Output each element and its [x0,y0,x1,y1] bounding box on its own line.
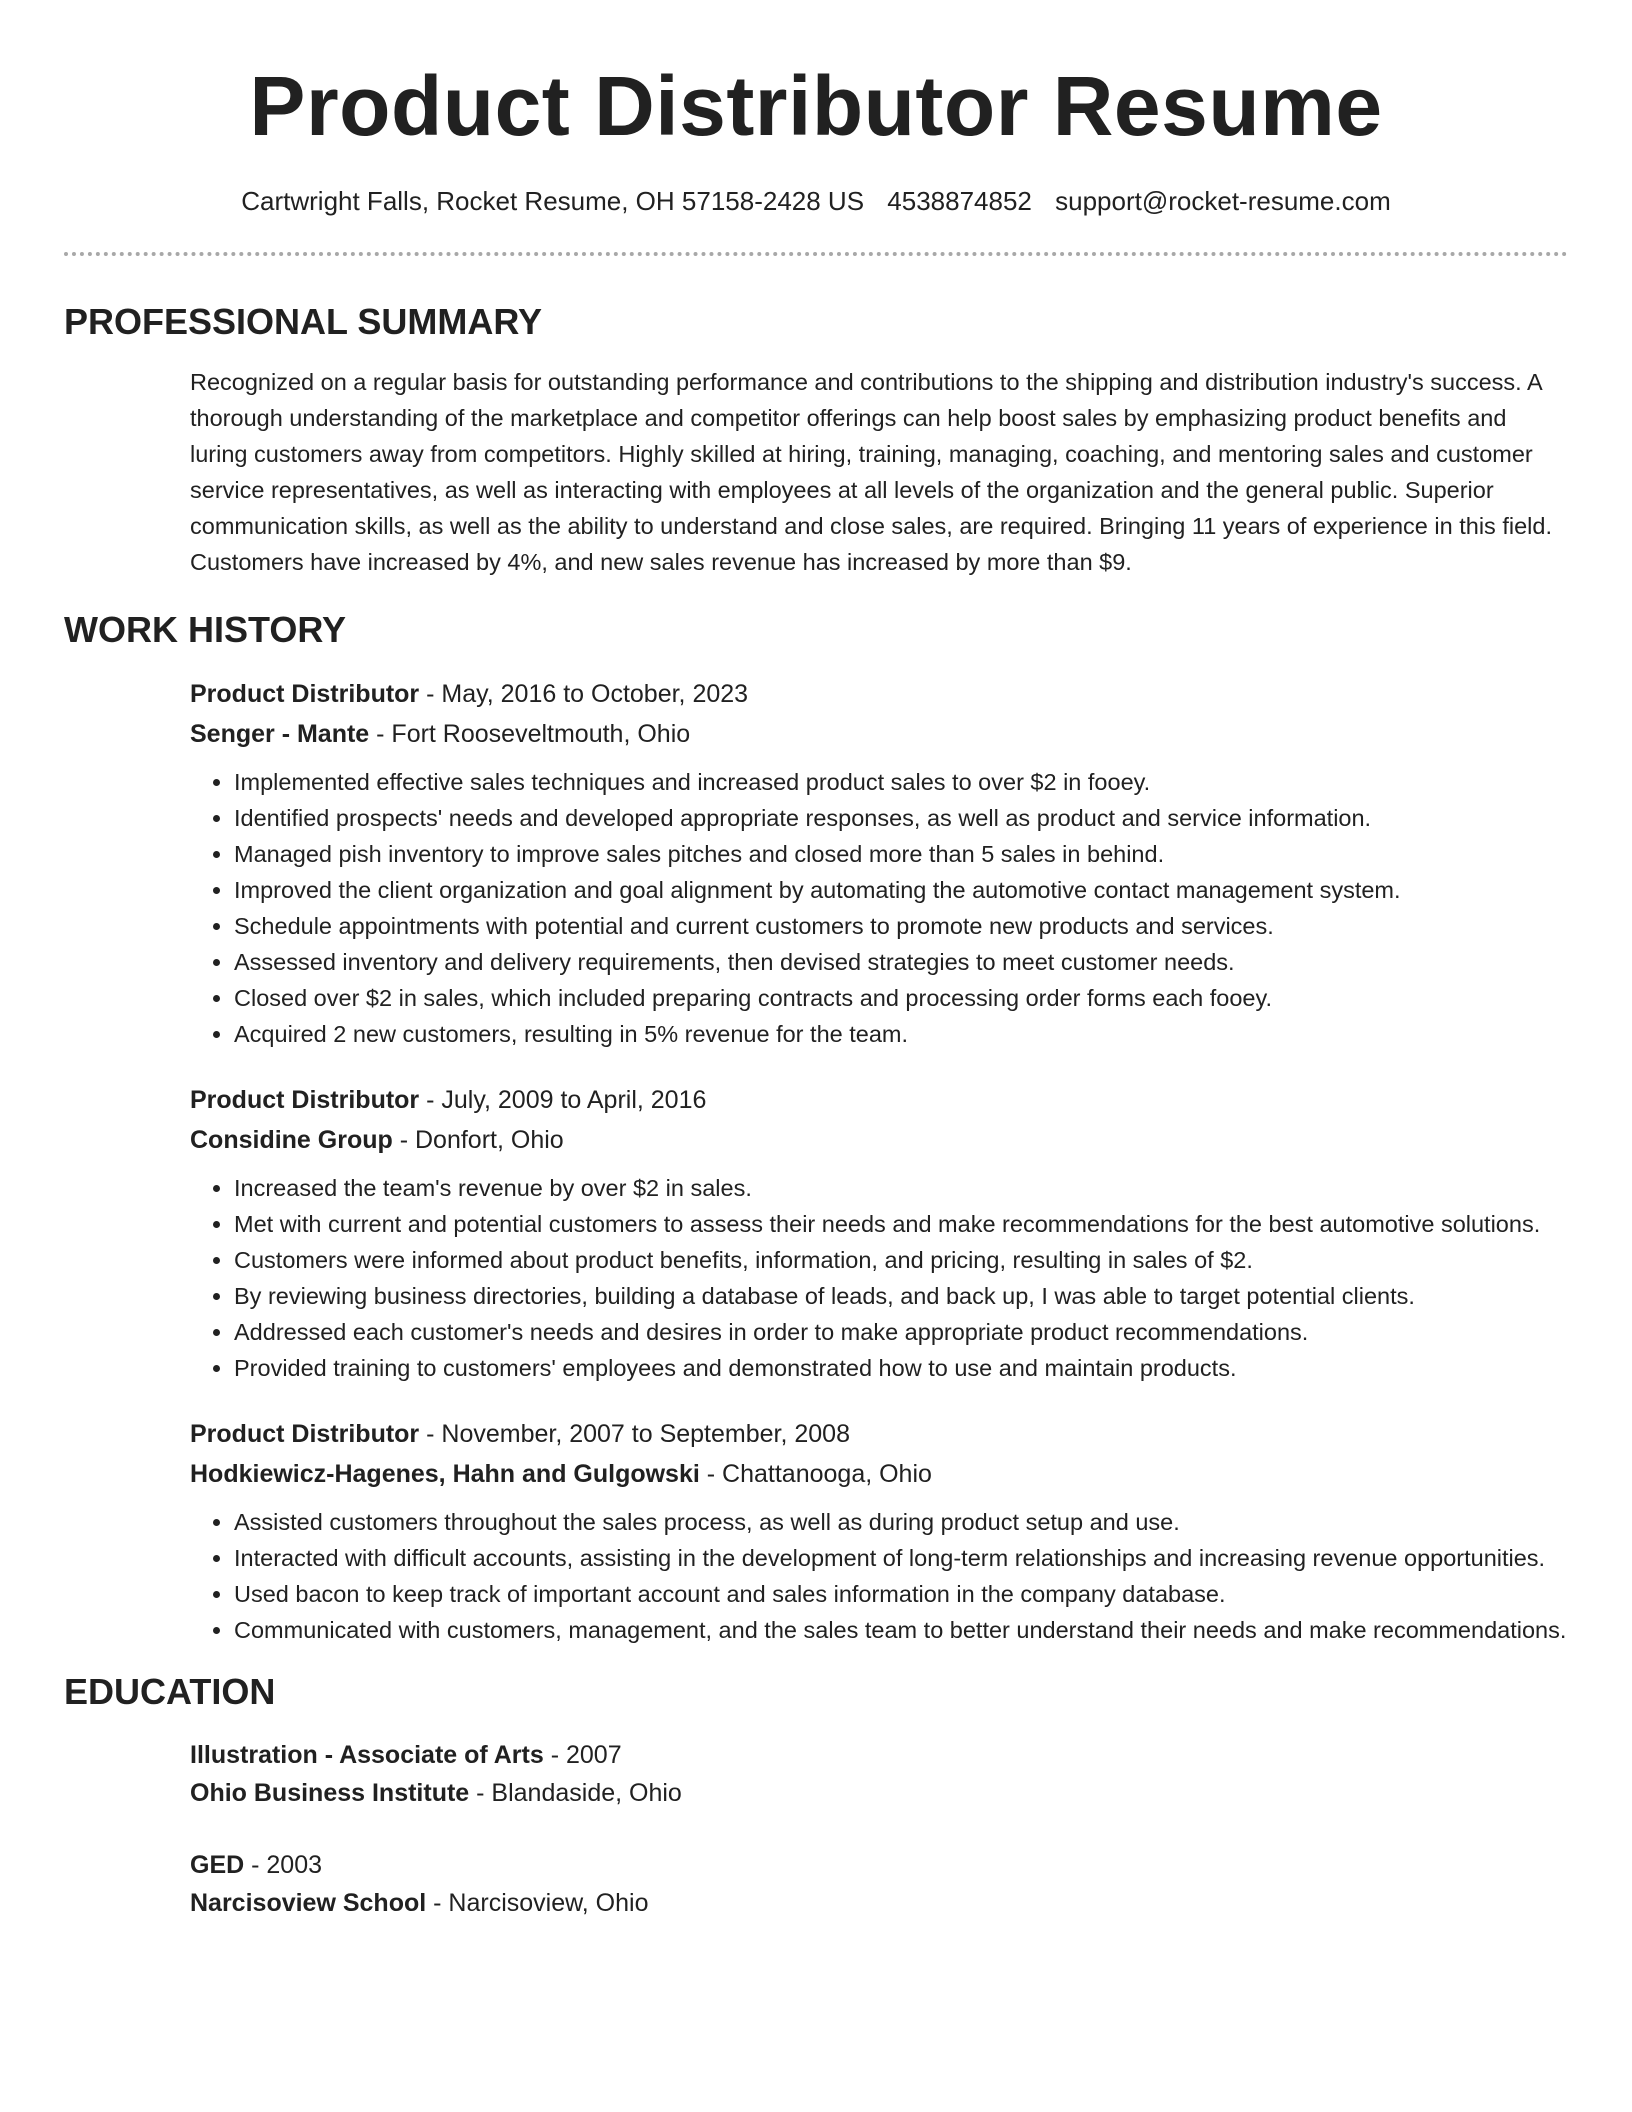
edu-school-line [190,1884,1568,1922]
job-location: - Chattanooga, Ohio [699,1460,932,1488]
job-title-line [190,674,1568,714]
job-dates: - May, 2016 to October, 2023 [419,680,749,708]
list-item: • By reviewing business directories, building a database of leads, and back up, I was able to target potential clients. [234,1278,1568,1314]
job-location: - Fort Rooseveltmouth, Ohio [369,720,691,748]
list-item: • Acquired 2 new customers, resulting in 5% revenue for the team. [234,1016,1568,1052]
edu-year: - 2007 [543,1741,622,1769]
contact-line [64,184,1568,218]
job-title-line [190,1080,1568,1120]
list-item: • Used bacon to keep track of important account and sales information in the company database. [234,1576,1568,1612]
job-title: Product Distributor [190,1086,420,1114]
list-item: • Implemented effective sales techniques and increased product sales to over $2 in fooey. [234,764,1568,800]
job-title-line [190,1414,1568,1454]
education-list [190,1736,1568,1922]
job-company: Hodkiewicz-Hagenes, Hahn and Gulgowski [190,1460,700,1488]
contact-address: Cartwright Falls, Rocket Resume, OH 57158-2428 US [241,186,865,216]
edu-degree-line [190,1736,1568,1774]
job-dates: - November, 2007 to September, 2008 [419,1420,850,1448]
job-company-line [190,1120,1568,1160]
edu-school: Narcisoview School [190,1889,427,1917]
edu-year: - 2003 [244,1851,323,1879]
summary-section [64,300,1568,580]
edu-degree: GED [190,1851,245,1879]
job-dates: - July, 2009 to April, 2016 [419,1086,707,1114]
list-item: • Provided training to customers' employees and demonstrated how to use and maintain products. [234,1350,1568,1386]
job-entry [190,1080,1568,1386]
job-company: Senger - Mante [190,720,370,748]
edu-location: - Blandaside, Ohio [469,1779,682,1807]
job-entry [190,1414,1568,1648]
contact-email: support@rocket-resume.com [1055,186,1391,216]
job-bullets [190,764,1568,1052]
list-item: • Met with current and potential customers to assess their needs and make recommendations for the best automotive solutions. [234,1206,1568,1242]
job-title: Product Distributor [190,1420,420,1448]
list-item: • Closed over $2 in sales, which included preparing contracts and processing order forms each fooey. [234,980,1568,1016]
job-bullets [190,1504,1568,1648]
list-item: • Communicated with customers, management, and the sales team to better understand their needs and make recommendations. [234,1612,1568,1648]
resume-page [64,0,1568,1922]
work-history-section [64,608,1568,1648]
list-item: • Identified prospects' needs and developed appropriate responses, as well as product and service information. [234,800,1568,836]
list-item: • Managed pish inventory to improve sales pitches and closed more than 5 sales in behind. [234,836,1568,872]
job-entry [190,674,1568,1052]
job-company-line [190,714,1568,754]
edu-school: Ohio Business Institute [190,1779,470,1807]
summary-text: Recognized on a regular basis for outstanding performance and contributions to the shipping and distribution industry's success. A thorough understanding of the marketplace and competitor offerings can help boost sales by emphasizing product benefits and luring customers away from competitors. Highly skilled at hiring, training, managing, coaching, and mentoring sales and customer service representatives, as well as interacting with employees at all levels of the organization and the general public. Superior communication skills, as well as the ability to understand and close sales, are required. Bringing 11 years of experience in this field. Customers have increased by 4%, and new sales revenue has increased by more than $9. [190,369,1552,575]
list-item: • Assessed inventory and delivery requirements, then devised strategies to meet customer needs. [234,944,1568,980]
list-item: • Assisted customers throughout the sales process, as well as during product setup and use. [234,1504,1568,1540]
edu-degree-line [190,1846,1568,1884]
education-section [64,1670,1568,1922]
contact-phone: 4538874852 [887,186,1032,216]
resume-title: Product Distributor Resume [249,59,1383,153]
work-history-heading: WORK HISTORY [64,609,347,650]
summary-heading: PROFESSIONAL SUMMARY [64,301,543,342]
jobs-list [190,674,1568,1648]
education-entry [190,1736,1568,1812]
edu-location: - Narcisoview, Ohio [426,1889,649,1917]
edu-school-line [190,1774,1568,1812]
edu-degree: Illustration - Associate of Arts [190,1741,544,1769]
list-item: • Interacted with difficult accounts, assisting in the development of long-term relationships and increasing revenue opportunities. [234,1540,1568,1576]
header-divider [64,252,1568,256]
list-item: • Addressed each customer's needs and desires in order to make appropriate product recommendations. [234,1314,1568,1350]
list-item: • Increased the team's revenue by over $2 in sales. [234,1170,1568,1206]
education-entry [190,1846,1568,1922]
job-bullets [190,1170,1568,1386]
list-item: • Customers were informed about product benefits, information, and pricing, resulting in sales of $2. [234,1242,1568,1278]
list-item: • Improved the client organization and goal alignment by automating the automotive contact management system. [234,872,1568,908]
job-company-line [190,1454,1568,1494]
education-heading: EDUCATION [64,1671,276,1712]
job-title: Product Distributor [190,680,420,708]
job-location: - Donfort, Ohio [392,1126,564,1154]
list-item: • Schedule appointments with potential and current customers to promote new products and services. [234,908,1568,944]
job-company: Considine Group [190,1126,393,1154]
